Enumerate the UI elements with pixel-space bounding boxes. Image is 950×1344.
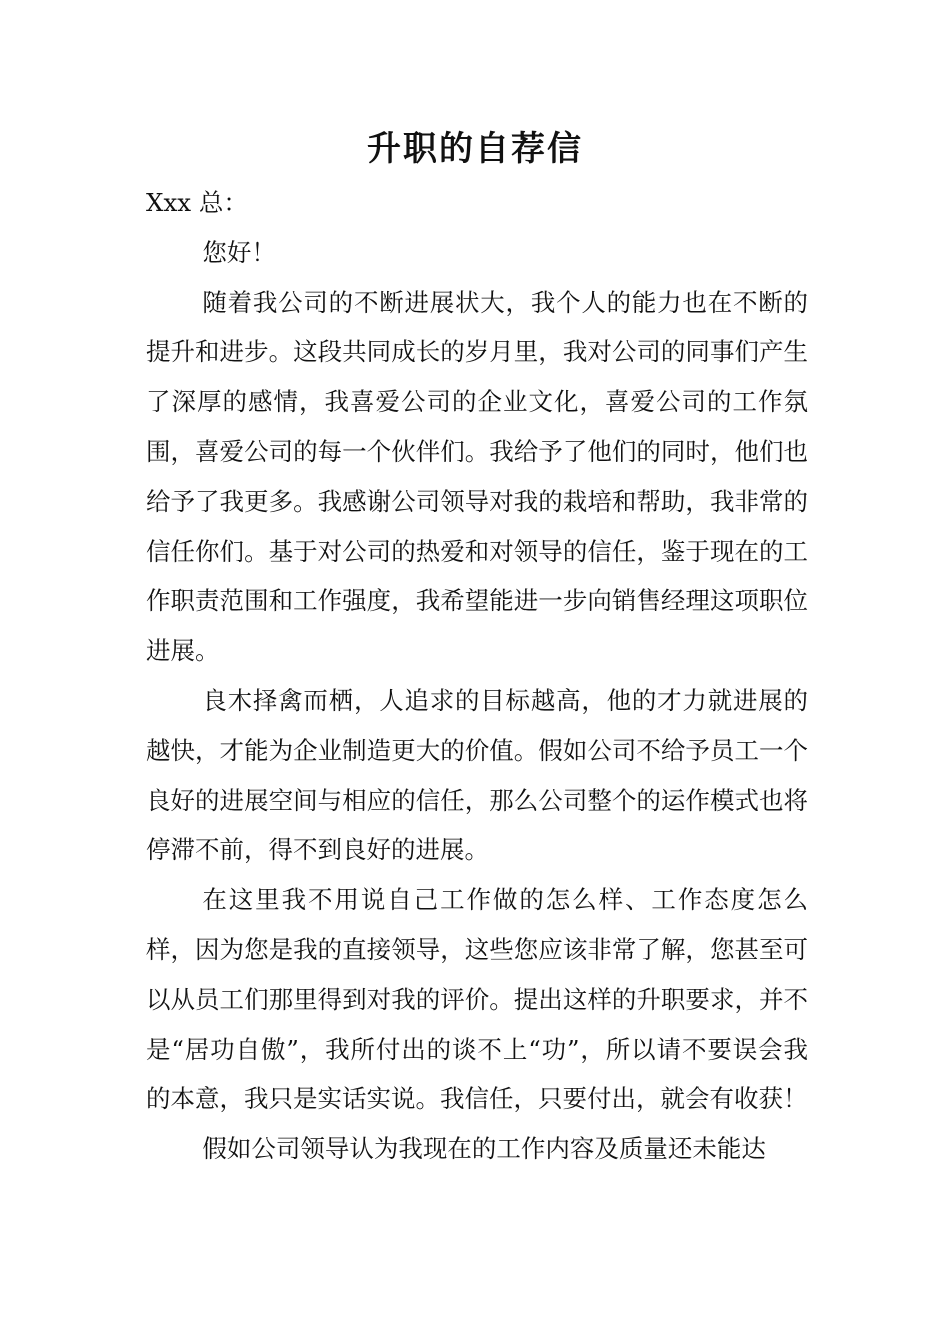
paragraph-3: 在这里我不用说自己工作做的怎么样、工作态度怎么样，因为您是我的直接领导，这些您应该非常了解，您甚至可以从员工们那里得到对我的评价。提出这样的升职要求，并不是“居功自傲”，我所付出的谈不上“功”，所以请不要误会我的本意，我只是实话实说。我信任，只要付出，就会有收获！ <box>146 885 808 1114</box>
paragraph-2: 良木择禽而栖，人追求的目标越高，他的才力就进展的越快，才能为企业制造更大的价值。假如公司不给予员工一个良好的进展空间与相应的信任，那么公司整个的运作模式也将停滞不前，得不到良好的进展。 <box>146 685 808 865</box>
document-title: 升职的自荐信 <box>367 129 583 169</box>
paragraph-4: 假如公司领导认为我现在的工作内容及质量还未能达 <box>202 1134 766 1164</box>
paragraph-1: 随着我公司的不断进展状大，我个人的能力也在不断的提升和进步。这段共同成长的岁月里，我对公司的同事们产生了深厚的感情，我喜爱公司的企业文化，喜爱公司的工作氛围，喜爱公司的每一个伙伴们。我给予了他们的同时，他们也给予了我更多。我感谢公司领导对我的栽培和帮助，我非常的信任你们。基于对公司的热爱和对领导的信任，鉴于现在的工作职责范围和工作强度，我希望能进一步向销售经理这项职位进展。 <box>146 287 808 666</box>
salutation: Xxx 总： <box>146 188 248 217</box>
greeting: 您好！ <box>202 237 276 267</box>
letter-body <box>146 178 808 1174</box>
